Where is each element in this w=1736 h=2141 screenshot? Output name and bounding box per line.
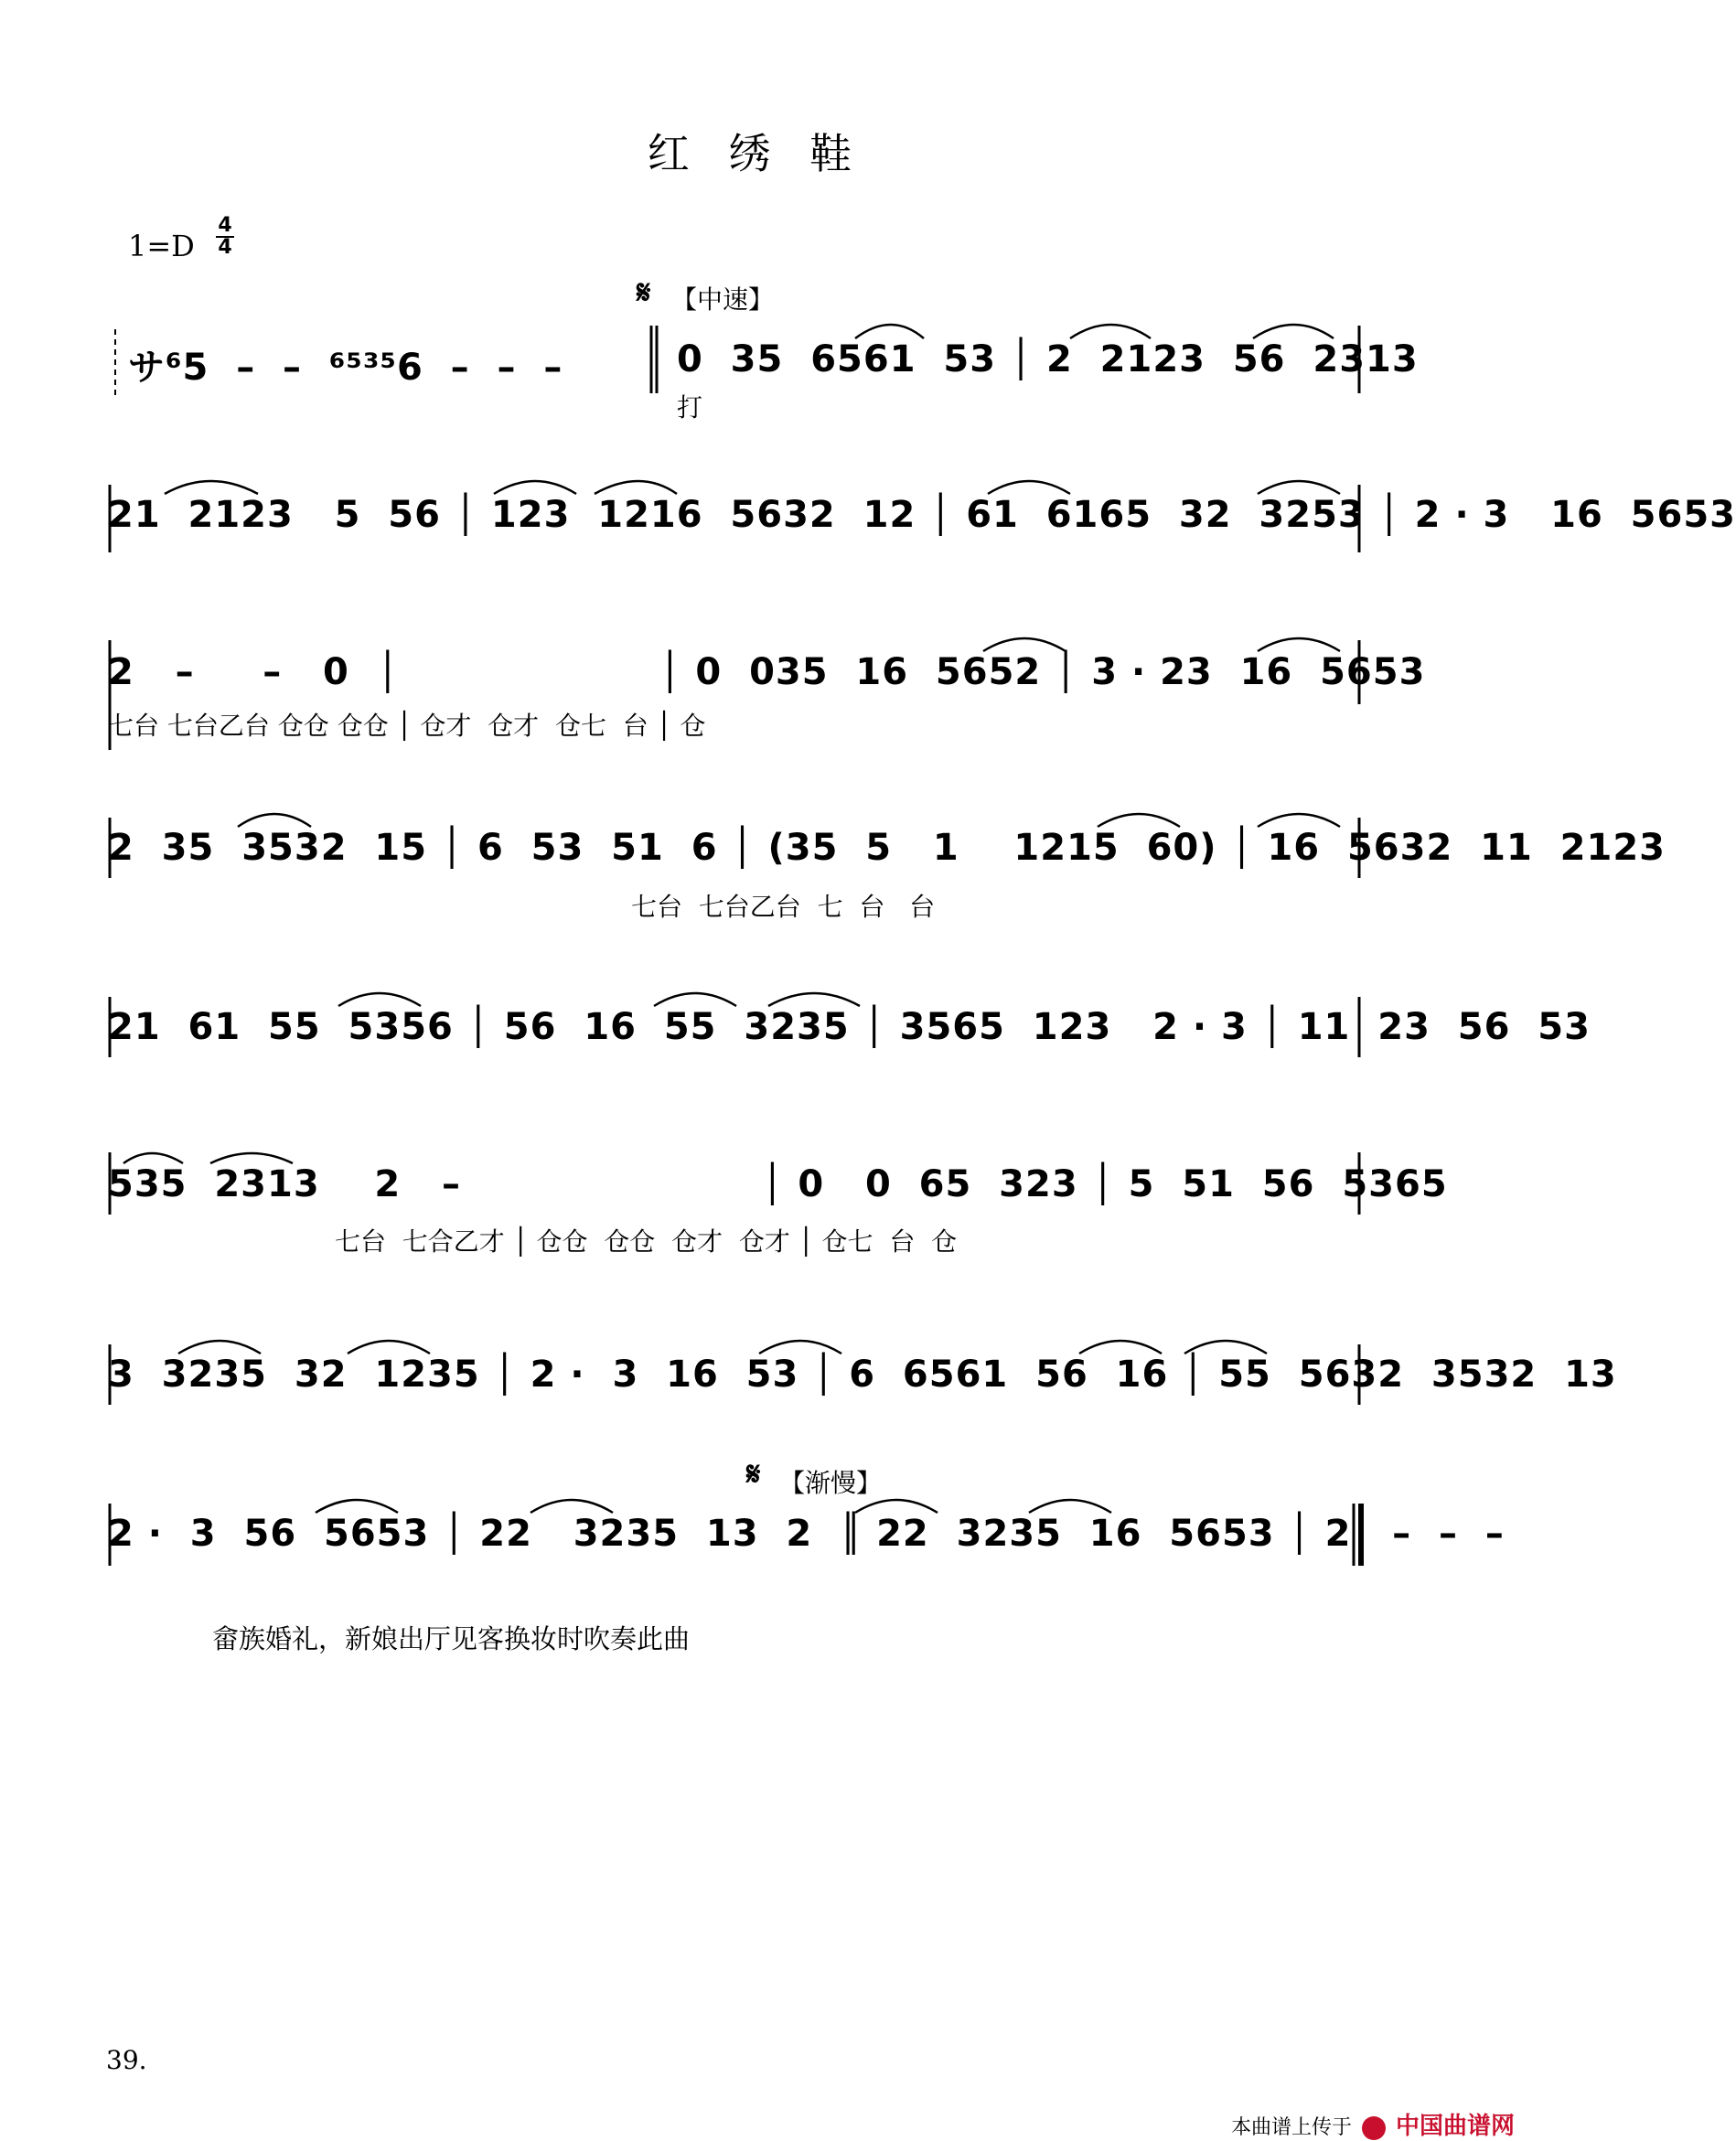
key-signature: 1=D — [128, 229, 195, 263]
score-line-6: 535 2313 2 – │ 0 0 65 323 │ 5 51 56 5365 — [108, 1163, 1448, 1205]
percussion-line-3: 七台 七台乙台 仓仓 仓仓 │ 仓才 仓才 仓七 台 │ 仓 — [108, 711, 706, 741]
intro-line: サ⁶5 – – ⁶⁵³⁵6 – – – — [128, 347, 563, 389]
page-number: 39. — [106, 2045, 147, 2075]
score-line-5: 21 61 55 5356 │ 56 16 55 3235 │ 3565 123 2 · 3 │ 11 23 56 53 — [108, 1006, 1591, 1048]
footer-brand[interactable]: 中国曲谱网 — [1396, 2113, 1516, 2140]
time-signature-bottom: 4 — [218, 236, 232, 259]
performance-note: 畲族婚礼，新娘出厅见客换妆时吹奏此曲 — [212, 1623, 691, 1654]
segno-mark-1: 𝄋 — [637, 274, 651, 312]
percussion-line-6: 七台 七合乙才 │ 仓仓 仓仓 仓才 仓才 │ 仓七 台 仓 — [335, 1226, 958, 1257]
score-line-3: 2 – – 0 │ │ 0 035 16 5652 │ 3 · 23 16 5653 — [108, 651, 1426, 693]
score-line-8: 2 · 3 56 5653 │ 22 3235 13 2 ║ 22 3235 16 5653 │ 2 – – – — [108, 1513, 1505, 1555]
score-line-7: 3 3235 32 1235 │ 2 · 3 16 53 │ 6 6561 56 16 │ 55 5632 3532 13 — [108, 1354, 1617, 1396]
footer-prefix: 本曲谱上传于 — [1231, 2116, 1353, 2139]
site-logo-icon — [1362, 2116, 1386, 2140]
tempo-mark-slowing: 【渐慢】 — [779, 1468, 883, 1498]
segno-mark-2: 𝄋 — [746, 1456, 761, 1493]
score-title: 红 绣 鞋 — [647, 129, 865, 178]
score-line-1: 0 35 6561 53 │ 2 2123 56 2313 — [677, 338, 1419, 380]
time-signature-top: 4 — [218, 214, 232, 237]
percussion-line-4: 七台 七台乙台 七 台 台 — [631, 892, 936, 922]
score-line-4: 2 35 3532 15 │ 6 53 51 6 │ (35 5 1 1215 60) │ 16 5632 11 2123 — [108, 827, 1666, 869]
site-footer — [1231, 2107, 1515, 2141]
tempo-mark-moderate: 【中速】 — [671, 284, 775, 315]
percussion-line-1: 打 — [677, 392, 703, 423]
score-line-2: 21 2123 5 56 │ 123 1216 5632 12 │ 61 6165 32 3253 │ 2 · 3 16 5653 — [108, 494, 1736, 536]
